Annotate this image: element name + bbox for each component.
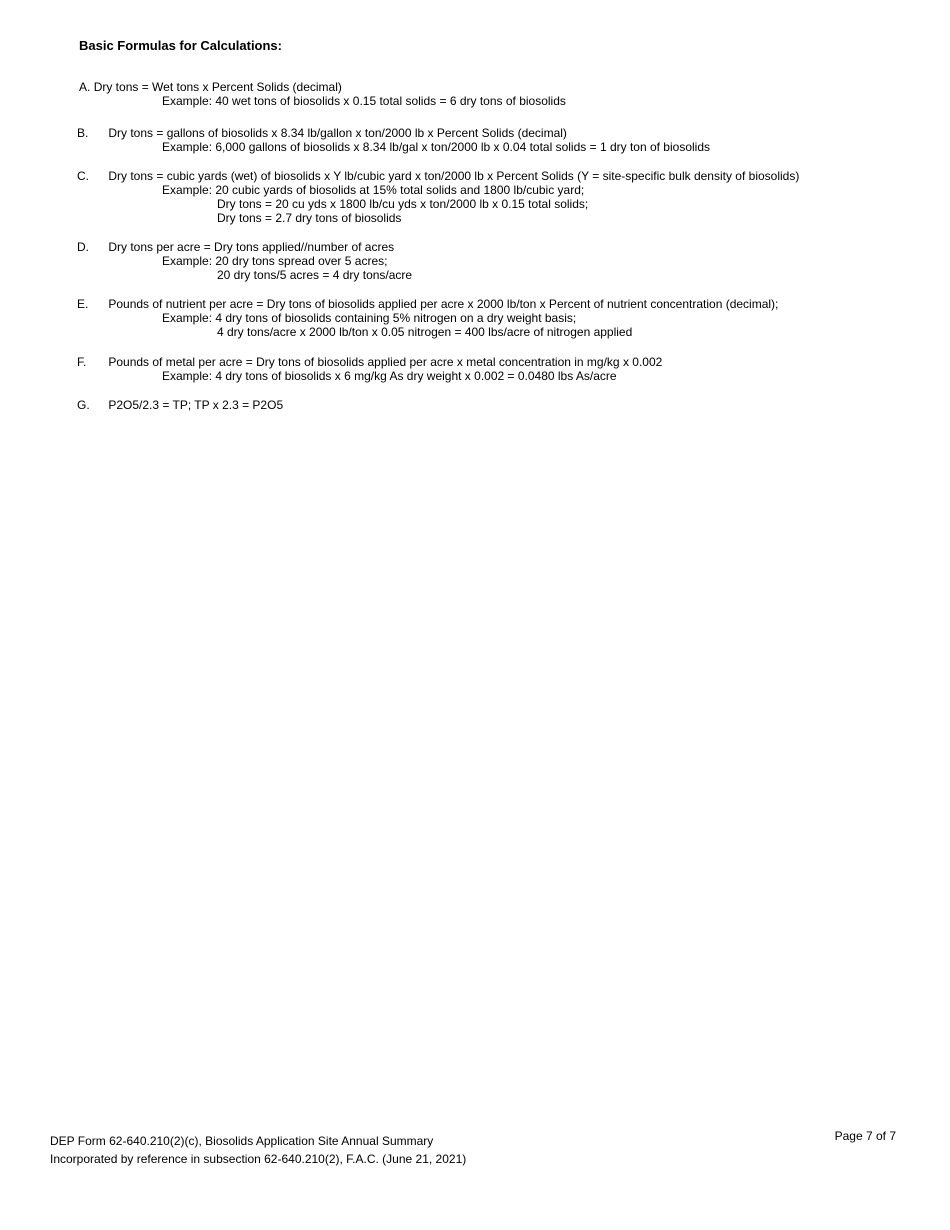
formula-d-head [77,240,927,254]
formula-f-head [77,355,927,369]
formula-text: Dry tons = Wet tons x Percent Solids (decimal) [93,80,342,94]
formula-c-head [77,169,927,183]
formula-text: Dry tons per acre = Dry tons applied//number of acres [108,240,395,254]
example-line: Dry tons = 20 cu yds x 1800 lb/cu yds x ton/2000 lb x 0.15 total solids; [217,197,589,211]
example-line: Example: 20 dry tons spread over 5 acres; [162,254,388,268]
footer [50,1132,466,1168]
page-number: Page 7 of 7 [834,1129,896,1143]
example-line: Example: 40 wet tons of biosolids x 0.15 total solids = 6 dry tons of biosolids [162,94,566,108]
formula-letter: C. [77,169,89,183]
formula-g [77,398,927,412]
formula-a [77,80,927,108]
formula-letter: F. [77,355,87,369]
formula-e-head [77,297,927,311]
example-line: Example: 20 cubic yards of biosolids at 15% total solids and 1800 lb/cubic yard; [162,183,585,197]
formula-text: Pounds of metal per acre = Dry tons of biosolids applied per acre x metal concentration in mg/kg x 0.002 [108,355,663,369]
example-line: Dry tons = 2.7 dry tons of biosolids [217,211,402,225]
formula-g-head [77,398,927,412]
formula-text: P2O5/2.3 = TP; TP x 2.3 = P2O5 [108,398,284,412]
formula-f [77,355,927,383]
example-line: Example: 4 dry tons of biosolids containing 5% nitrogen on a dry weight basis; [162,311,577,325]
formula-a-head [77,80,927,94]
formula-letter: A. [79,80,91,94]
example-line: Example: 4 dry tons of biosolids x 6 mg/kg As dry weight x 0.002 = 0.0480 lbs As/acre [162,369,617,383]
example-line: Example: 6,000 gallons of biosolids x 8.34 lb/gal x ton/2000 lb x 0.04 total solids = 1 dry ton of biosolids [162,140,711,154]
formula-letter: D. [77,240,89,254]
example-line: 4 dry tons/acre x 2000 lb/ton x 0.05 nitrogen = 400 lbs/acre of nitrogen applied [217,325,633,339]
formula-letter: G. [77,398,90,412]
formula-b-head [77,126,927,140]
formula-e [77,297,927,339]
formula-c [77,169,927,225]
formula-text: Dry tons = cubic yards (wet) of biosolids x Y lb/cubic yard x ton/2000 lb x Percent Solids (Y = site-specific bulk density of biosolids) [108,169,800,183]
example-line: 20 dry tons/5 acres = 4 dry tons/acre [217,268,413,282]
formula-text: Pounds of nutrient per acre = Dry tons of biosolids applied per acre x 2000 lb/ton x Percent of nutrient concentration (decimal); [108,297,779,311]
formula-text: Dry tons = gallons of biosolids x 8.34 lb/gallon x ton/2000 lb x Percent Solids (decimal) [108,126,567,140]
formula-b [77,126,927,154]
formula-letter: B. [77,126,89,140]
page-title: Basic Formulas for Calculations: [79,38,282,53]
footer-form-title: DEP Form 62-640.210(2)(c), Biosolids Application Site Annual Summary [50,1134,434,1148]
footer-reference: Incorporated by reference in subsection 62-640.210(2), F.A.C. (June 21, 2021) [50,1152,467,1166]
formula-letter: E. [77,297,89,311]
formula-d [77,240,927,282]
